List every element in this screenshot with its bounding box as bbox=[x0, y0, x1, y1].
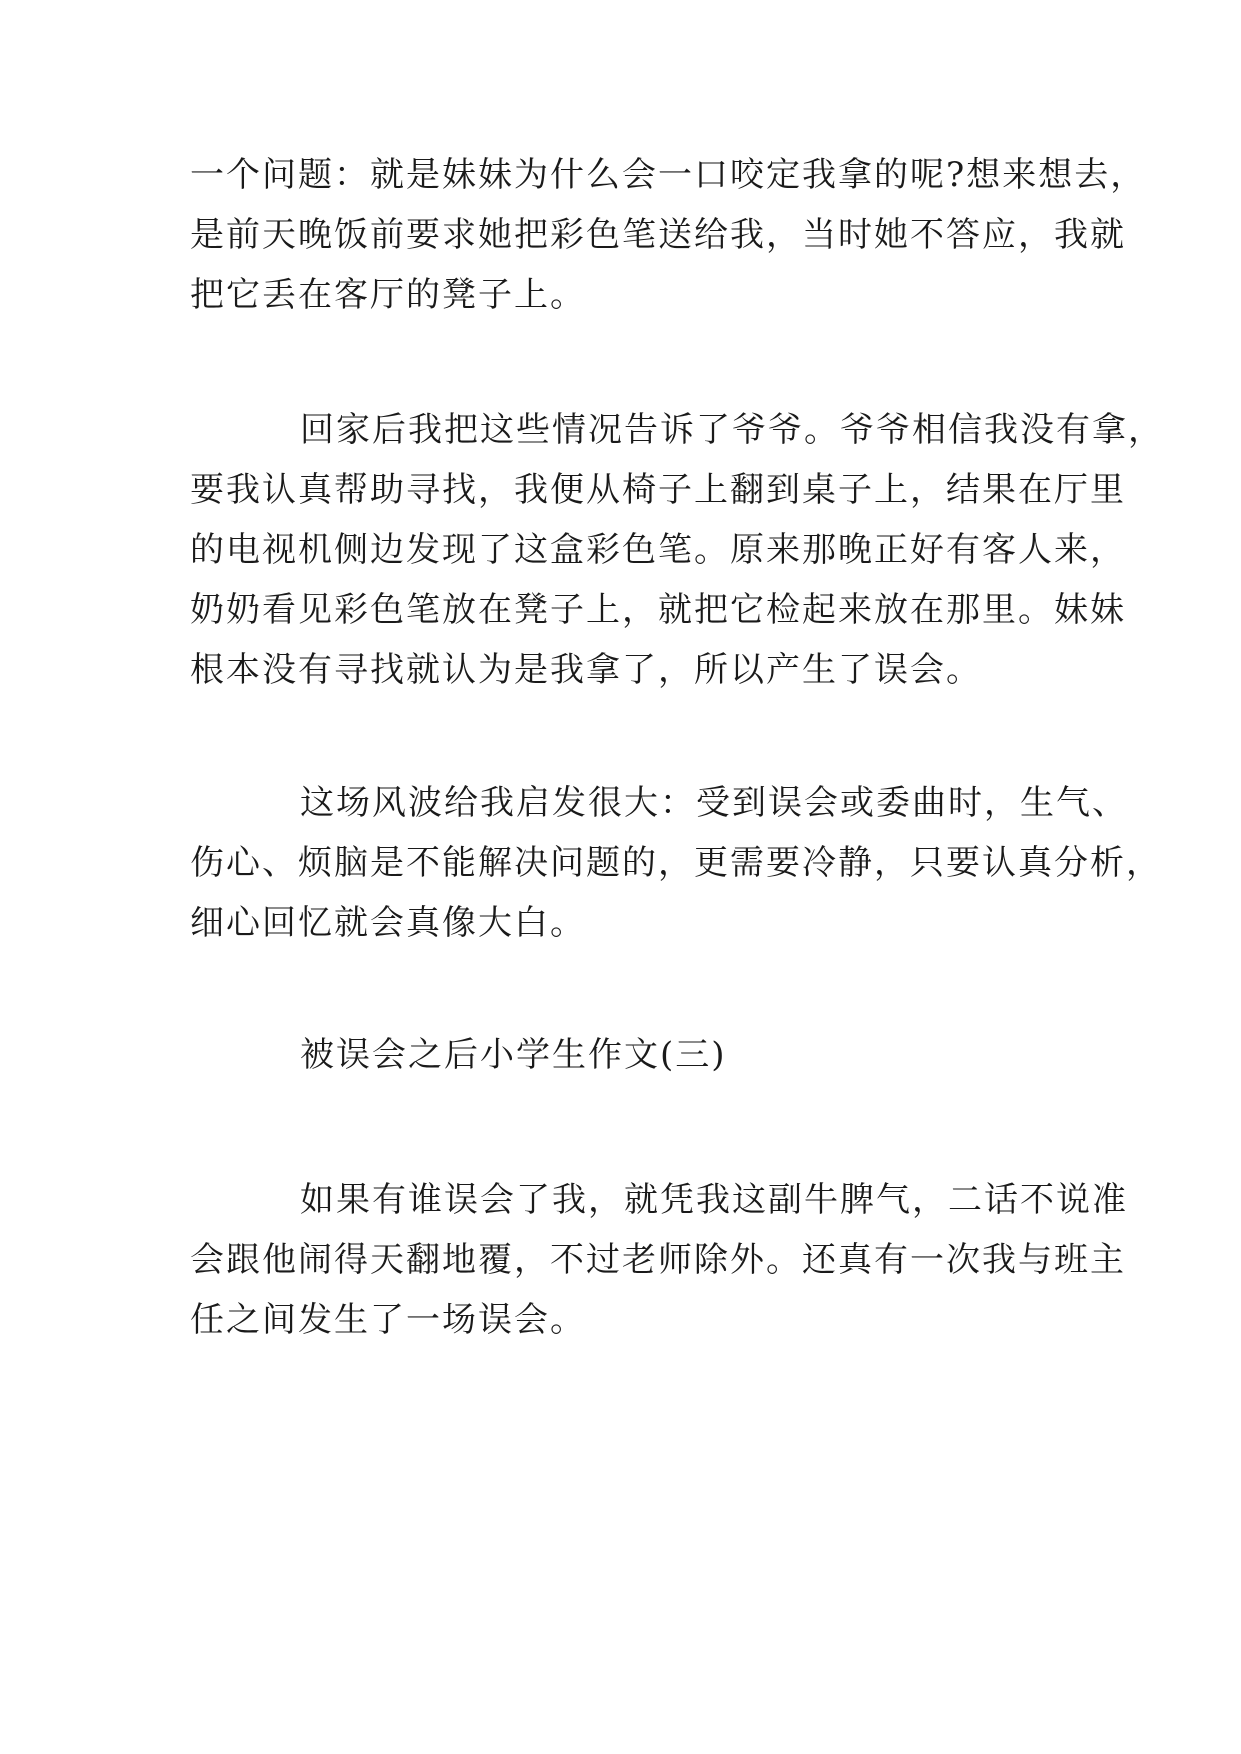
text-line: 要我认真帮助寻找，我便从椅子上翻到桌子上，结果在厅里 bbox=[190, 470, 1126, 510]
text-line: 伤心、烦脑是不能解决问题的，更需要冷静，只要认真分析， bbox=[190, 843, 1162, 883]
paragraph-1 bbox=[190, 145, 1147, 325]
heading-line: 被误会之后小学生作文(三) bbox=[300, 1035, 727, 1075]
text-line: 这场风波给我启发很大：受到误会或委曲时，生气、 bbox=[300, 783, 1128, 823]
text-line: 任之间发生了一场误会。 bbox=[190, 1300, 586, 1340]
text-line: 根本没有寻找就认为是我拿了，所以产生了误会。 bbox=[190, 650, 982, 690]
text-line: 回家后我把这些情况告诉了爷爷。爷爷相信我没有拿， bbox=[300, 410, 1164, 450]
text-line: 一个问题：就是妹妹为什么会一口咬定我拿的呢?想来想去， bbox=[190, 155, 1147, 195]
text-line: 会跟他闹得天翻地覆，不过老师除外。还真有一次我与班主 bbox=[190, 1240, 1126, 1280]
paragraph-3 bbox=[190, 773, 1162, 953]
text-line: 把它丢在客厅的凳子上。 bbox=[190, 275, 586, 315]
text-line: 是前天晚饭前要求她把彩色笔送给我，当时她不答应，我就 bbox=[190, 215, 1126, 255]
text-line: 的电视机侧边发现了这盒彩色笔。原来那晚正好有客人来， bbox=[190, 530, 1126, 570]
text-line: 奶奶看见彩色笔放在凳子上，就把它检起来放在那里。妹妹 bbox=[190, 590, 1126, 630]
section-heading bbox=[190, 1025, 1060, 1085]
paragraph-5 bbox=[190, 1170, 1128, 1350]
text-line: 细心回忆就会真像大白。 bbox=[190, 903, 586, 943]
text-line: 如果有谁误会了我，就凭我这副牛脾气，二话不说准 bbox=[300, 1180, 1128, 1220]
paragraph-2 bbox=[190, 400, 1164, 700]
